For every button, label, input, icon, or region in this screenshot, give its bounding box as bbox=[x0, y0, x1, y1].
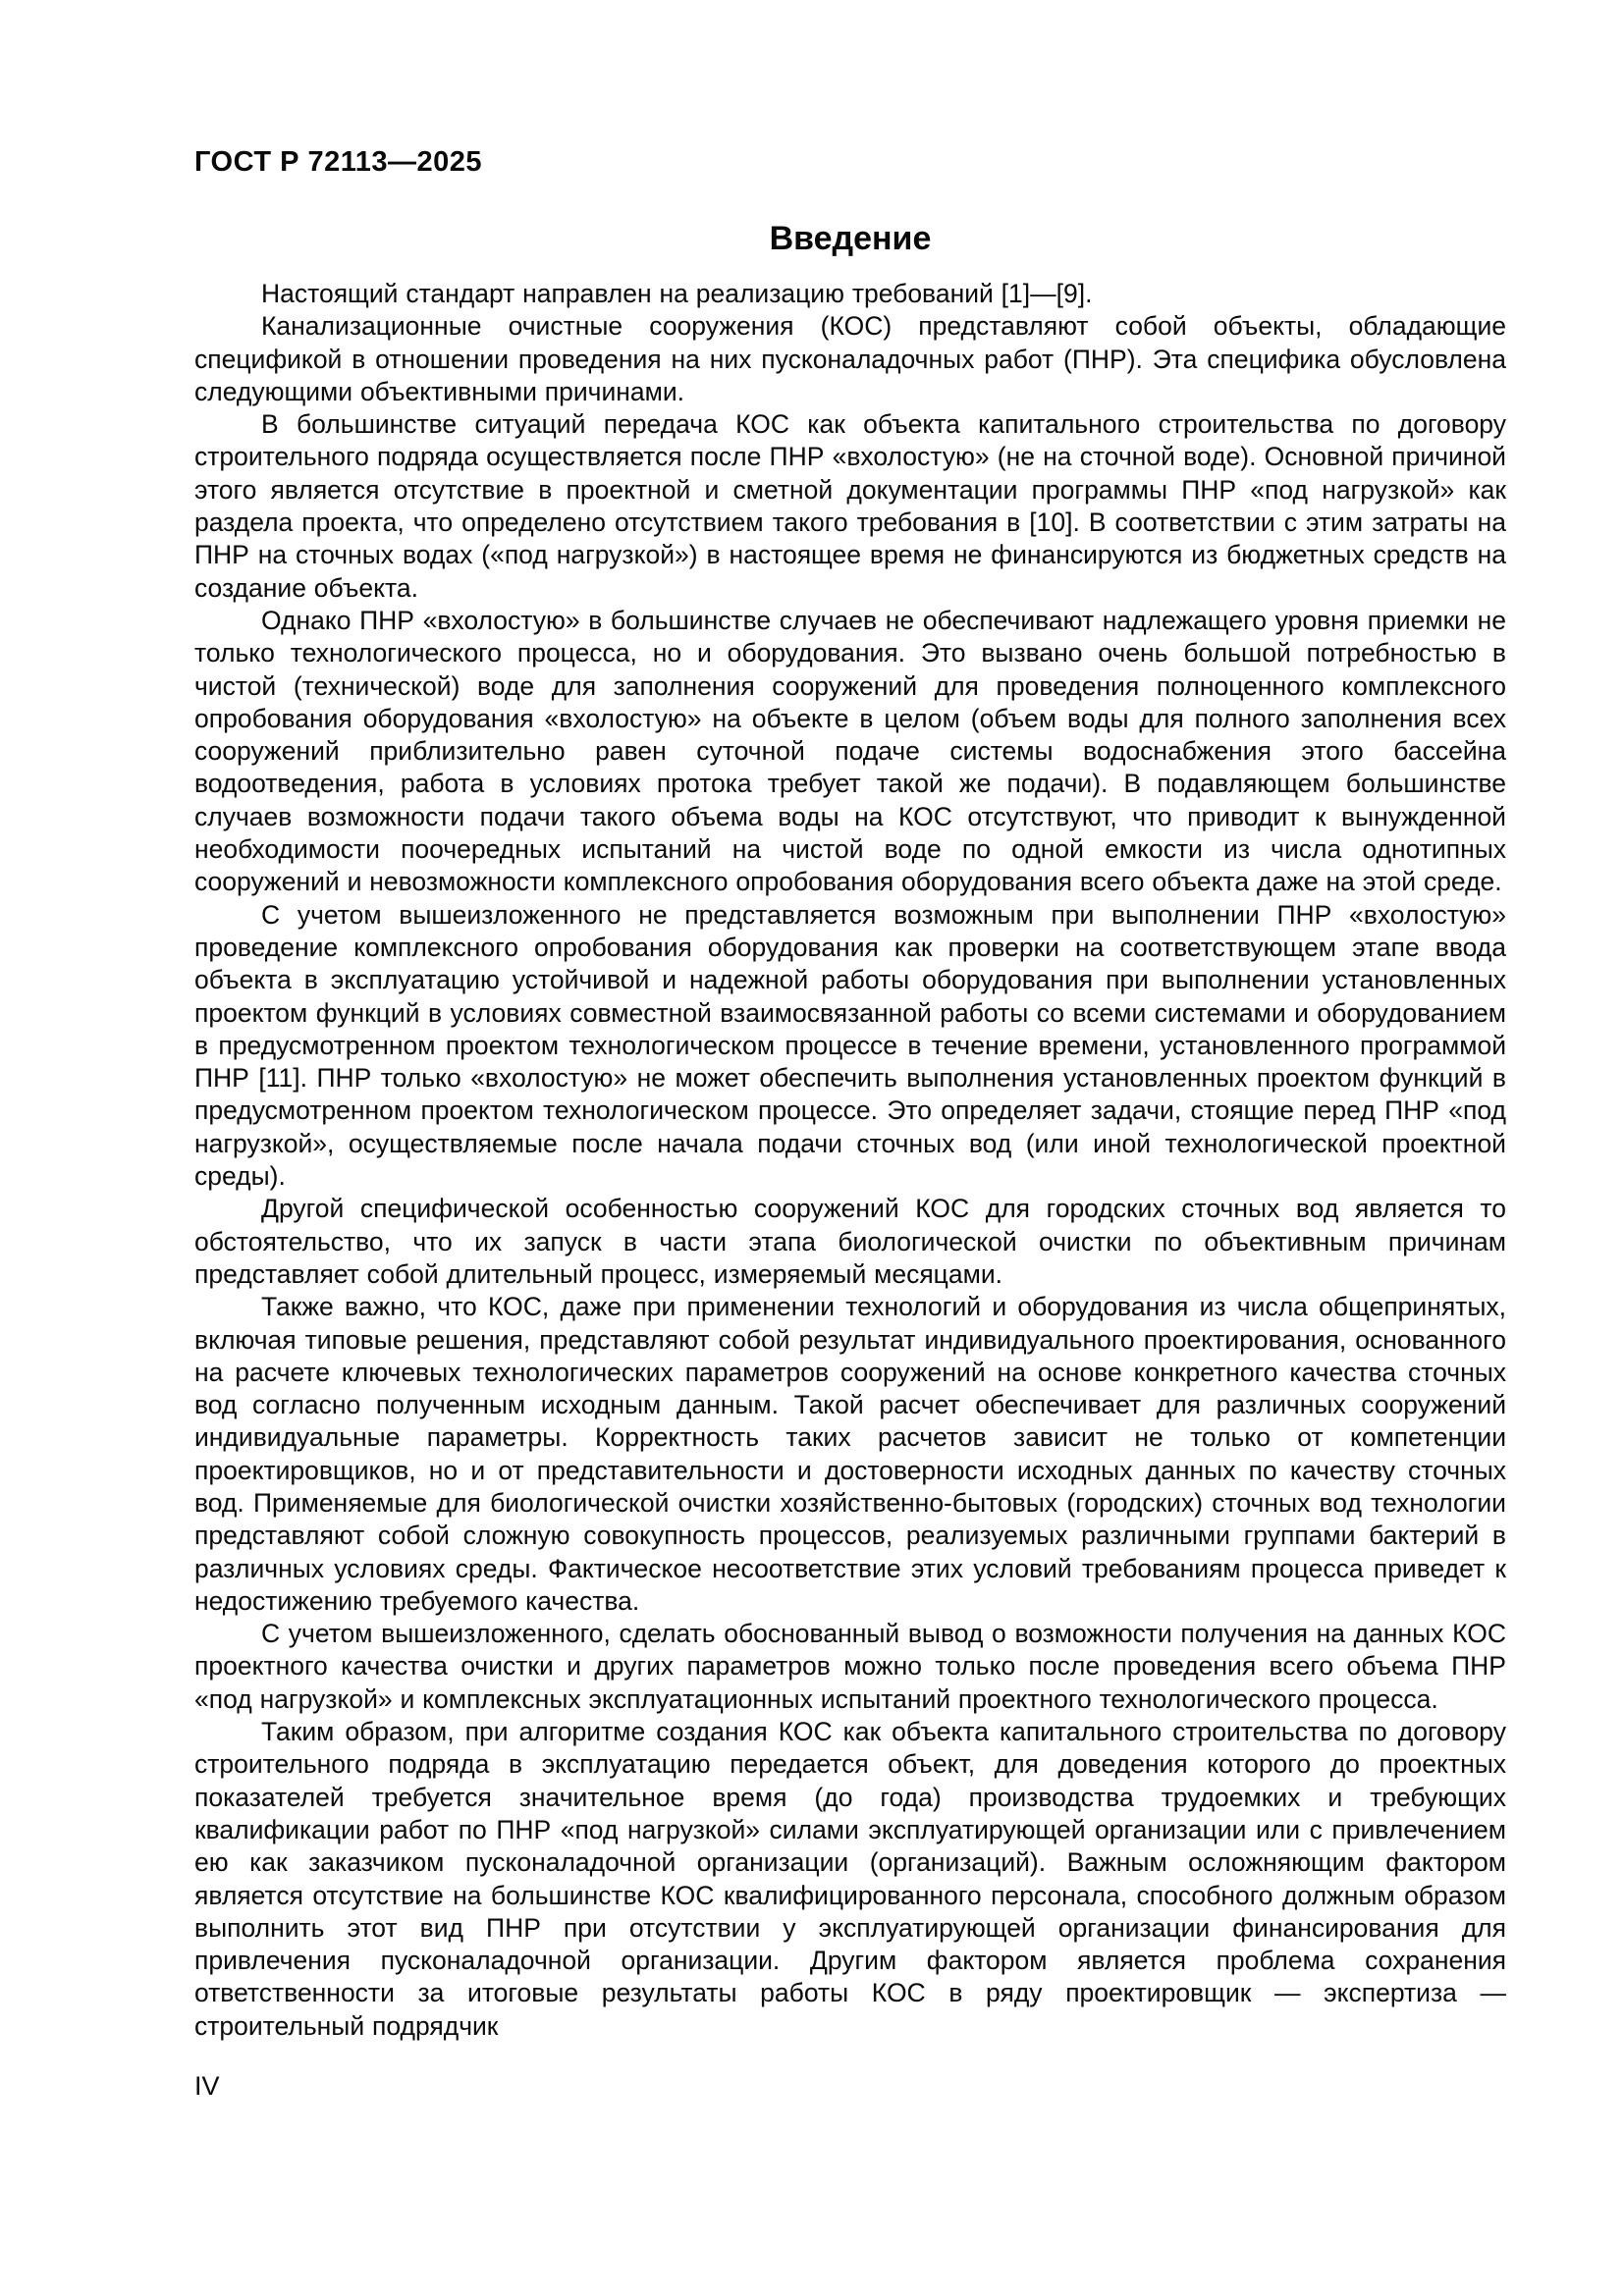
page-number: IV bbox=[194, 2071, 220, 2101]
paragraph: Однако ПНР «вхолостую» в большинстве случаев не обеспечивают надлежащего уровня приемки не только технологического процесса, но и оборудования. Это вызвано очень большой потребностью в чистой (технической) воде для заполнения сооружений для проведения полноценного комплексного опробования оборудования «вхолостую» на объекте в целом (объем воды для полного заполнения всех сооружений приблизительно равен суточной подаче системы водоснабжения этого бассейна водоотведения, работа в условиях протока требует такой же подачи). В подавляющем большинстве случаев возможности подачи такого объема воды на КОС отсутствуют, что приводит к вынужденной необходимости поочередных испытаний на чистой воде по одной емкости из числа однотипных сооружений и невозможности комплексного опробования оборудования всего объекта даже на этой среде. bbox=[194, 605, 1506, 897]
paragraph: В большинстве ситуаций передача КОС как объекта капитального строительства по договору строительного подряда осуществляется после ПНР «вхолостую» (не на сточной воде). Основной причиной этого является отсутствие в проектной и сметной документации программы ПНР «под нагрузкой» как раздела проекта, что определено отсутствием такого требования в [10]. В соответствии с этим затраты на ПНР на сточных водах («под нагрузкой») в настоящее время не финансируются из бюджетных средств на создание объекта. bbox=[194, 409, 1506, 603]
paragraph: С учетом вышеизложенного не представляется возможным при выполнении ПНР «вхолостую» проведение комплексного опробования оборудования как проверки на соответствующем этапе ввода объекта в эксплуатацию устойчивой и надежной работы оборудования при выполнении установленных проектом функций в условиях совместной взаимосвязанной работы со всеми системами и оборудованием в предусмотренном проектом технологическом процессе в течение времени, установленного программой ПНР [11]. ПНР только «вхолостую» не может обеспечить выполнения установленных проектом функций в предусмотренном проектом технологическом процессе. Это определяет задачи, стоящие перед ПНР «под нагрузкой», осуществляемые после начала подачи сточных вод (или иной технологической проектной среды). bbox=[194, 899, 1506, 1192]
document-code: ГОСТ Р 72113—2025 bbox=[194, 146, 483, 178]
paragraph: Канализационные очистные сооружения (КОС) представляют собой объекты, обладающие спецификой в отношении проведения на них пусконаладочных работ (ПНР). Эта специфика обусловлена следующими объективными причинами. bbox=[194, 311, 1506, 406]
body-text bbox=[194, 278, 1506, 2043]
section-title: Введение bbox=[769, 220, 932, 257]
paragraph: Также важно, что КОС, даже при применении технологий и оборудования из числа общепринятых, включая типовые решения, представляют собой результат индивидуального проектирования, основанного на расчете ключевых технологических параметров сооружений на основе конкретного качества сточных вод согласно полученным исходным данным. Такой расчет обеспечивает для различных сооружений индивидуальные параметры. Корректность таких расчетов зависит не только от компетенции проектировщиков, но и от представительности и достоверности исходных данных по качеству сточных вод. Применяемые для биологической очистки хозяйственно-бытовых (городских) сточных вод технологии представляют собой сложную совокупность процессов, реализуемых различными группами бактерий в различных условиях среды. Фактическое несоответствие этих условий требованиям процесса приведет к недостижению требуемого качества. bbox=[194, 1292, 1506, 1616]
paragraph: С учетом вышеизложенного, сделать обоснованный вывод о возможности получения на данных КОС проектного качества очистки и других параметров можно только после проведения всего объема ПНР «под нагрузкой» и комплексных эксплуатационных испытаний проектного технологического процесса. bbox=[194, 1619, 1506, 1714]
paragraph: Другой специфической особенностью сооружений КОС для городских сточных вод является то обстоятельство, что их запуск в части этапа биологической очистки по объективным причинам представляет собой длительный процесс, измеряемый месяцами. bbox=[194, 1194, 1506, 1289]
paragraph: Таким образом, при алгоритме создания КОС как объекта капитального строительства по договору строительного подряда в эксплуатацию передается объект, для доведения которого до проектных показателей требуется значительное время (до года) производства трудоемких и требующих квалификации работ по ПНР «под нагрузкой» силами эксплуатирующей организации или с привлечением ею как заказчиком пусконаладочной организации (организаций). Важным осложняющим фактором является отсутствие на большинстве КОС квалифицированного персонала, способного должным образом выполнить этот вид ПНР при отсутствии у эксплуатирующей организации финансирования для привлечения пусконаладочной организации. Другим фактором является проблема сохранения ответственности за итоговые результаты работы КОС в ряду проектировщик — экспертиза — строительный подрядчик bbox=[194, 1717, 1506, 2041]
paragraph: Настоящий стандарт направлен на реализацию требований [1]—[9]. bbox=[261, 279, 1093, 308]
